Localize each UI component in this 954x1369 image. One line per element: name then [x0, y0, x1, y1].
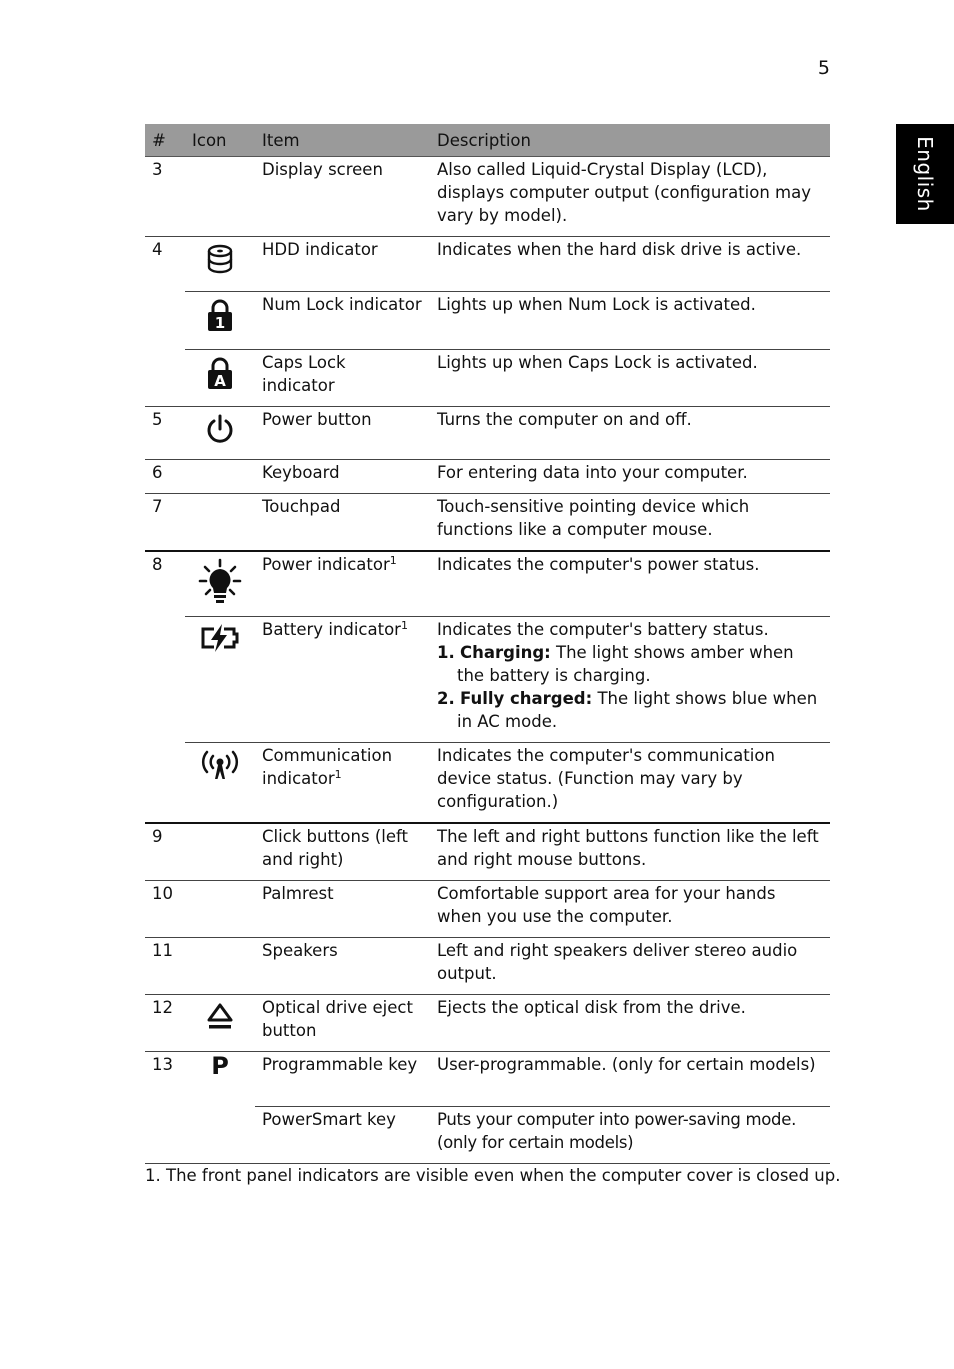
row-description: Left and right speakers deliver stereo audio output.: [430, 937, 830, 994]
row-icon-cell: [185, 350, 255, 407]
row-icon-cell: [185, 823, 255, 881]
row-description: Indicates when the hard disk drive is active.: [430, 237, 830, 292]
row-item: PowerSmart key: [255, 1106, 430, 1163]
table-row: [145, 494, 830, 552]
num-lock-icon: [205, 298, 235, 332]
row-description: Indicates the computer's power status.: [430, 551, 830, 616]
row-description: Puts your computer into power-saving mode. (only for certain models): [430, 1106, 830, 1163]
table-row: [145, 823, 830, 881]
row-icon-cell: [185, 742, 255, 823]
row-icon-cell: [185, 292, 255, 350]
p-key-icon: P: [211, 1051, 229, 1080]
state-label: Fully charged:: [460, 688, 593, 708]
row-description: Lights up when Caps Lock is activated.: [430, 350, 830, 407]
row-description: For entering data into your computer.: [430, 460, 830, 494]
footnote-ref: 1: [389, 554, 397, 567]
row-description: User-programmable. (only for certain models): [430, 1051, 830, 1106]
table-row: [145, 237, 830, 292]
row-number: 7: [145, 494, 185, 552]
row-number: 9: [145, 823, 185, 881]
row-icon-cell: [185, 460, 255, 494]
header-num: #: [145, 124, 185, 157]
state-number: 2.: [437, 688, 455, 708]
row-icon-cell: [185, 880, 255, 937]
footnote: 1. The front panel indicators are visible even when the computer cover is closed up.: [145, 1166, 841, 1185]
table-row: [145, 551, 830, 616]
row-icon-cell: [185, 616, 255, 742]
table-row: [145, 616, 830, 742]
header-description: Description: [430, 124, 830, 157]
row-number: 11: [145, 937, 185, 994]
row-item: [255, 616, 430, 742]
row-icon-cell: [185, 937, 255, 994]
header-item: Item: [255, 124, 430, 157]
page-number: 5: [817, 57, 830, 79]
row-item-text: Power indicator: [262, 555, 390, 574]
row-description: Comfortable support area for your hands when you use the computer.: [430, 880, 830, 937]
table-row: [145, 994, 830, 1051]
row-description: Touch-sensitive pointing device which functions like a computer mouse.: [430, 494, 830, 552]
svg-text:1: 1: [214, 314, 226, 332]
caps-lock-icon: [205, 356, 235, 390]
row-item: Speakers: [255, 937, 430, 994]
row-icon-cell: [185, 407, 255, 460]
table-row: [145, 407, 830, 460]
row-item: Keyboard: [255, 460, 430, 494]
row-number: 10: [145, 880, 185, 937]
row-number: 4: [145, 237, 185, 407]
row-item: Caps Lock indicator: [255, 350, 430, 407]
row-item: [255, 551, 430, 616]
battery-icon: [200, 623, 240, 653]
table-row: [145, 880, 830, 937]
row-item: Click buttons (left and right): [255, 823, 430, 881]
row-item: [255, 742, 430, 823]
row-item: Num Lock indicator: [255, 292, 430, 350]
battery-states-list: [437, 641, 823, 733]
row-icon-cell: [185, 994, 255, 1051]
list-item: [437, 641, 823, 687]
header-icon: Icon: [185, 124, 255, 157]
state-text: The light shows blue when in AC mode.: [457, 688, 818, 731]
table-row: [145, 292, 830, 350]
row-number: 13: [145, 1051, 185, 1163]
row-number: 12: [145, 994, 185, 1051]
row-description: Indicates the computer's communication device status. (Function may vary by configuration.): [430, 742, 830, 823]
table-row: [145, 157, 830, 237]
row-item-text: Communication indicator: [262, 745, 393, 788]
row-item: Optical drive eject button: [255, 994, 430, 1051]
state-number: 1.: [437, 642, 455, 662]
row-number: 3: [145, 157, 185, 237]
communication-icon: [200, 749, 240, 781]
table-header-row: [145, 124, 830, 157]
row-item: Programmable key: [255, 1051, 430, 1106]
row-description: Ejects the optical disk from the drive.: [430, 994, 830, 1051]
language-side-tab: [896, 124, 954, 224]
row-number: 5: [145, 407, 185, 460]
row-description: The left and right buttons function like the left and right mouse buttons.: [430, 823, 830, 881]
row-icon-cell: [185, 494, 255, 552]
row-item: Palmrest: [255, 880, 430, 937]
side-tab-label: English: [913, 136, 937, 212]
footnote-ref: 1: [334, 767, 342, 781]
row-item-text: Battery indicator: [262, 619, 401, 639]
row-number: 6: [145, 460, 185, 494]
row-description: Also called Liquid-Crystal Display (LCD), displays computer output (configuration may vary by model).: [430, 157, 830, 237]
hdd-icon: [205, 243, 235, 275]
table-row: [145, 350, 830, 407]
row-item: Touchpad: [255, 494, 430, 552]
svg-text:A: A: [214, 372, 226, 390]
table-row: [145, 1051, 830, 1106]
row-description: Lights up when Num Lock is activated.: [430, 292, 830, 350]
power-indicator-icon: [198, 558, 242, 606]
eject-icon: [205, 1001, 235, 1033]
row-icon-cell: [185, 237, 255, 292]
row-number: 8: [145, 551, 185, 823]
state-label: Charging:: [460, 642, 551, 662]
row-description: Turns the computer on and off.: [430, 407, 830, 460]
components-table: [145, 124, 830, 1164]
footnote-ref: 1: [400, 618, 408, 632]
table-row: [145, 937, 830, 994]
battery-description: Indicates the computer's battery status.: [437, 619, 769, 639]
list-item: [437, 687, 823, 733]
row-description: [430, 616, 830, 742]
row-icon-cell: [185, 551, 255, 616]
row-icon-cell: [185, 1051, 255, 1163]
row-item: Display screen: [255, 157, 430, 237]
row-icon-cell: [185, 157, 255, 237]
row-item: Power button: [255, 407, 430, 460]
table-row: [145, 460, 830, 494]
table-row: [145, 742, 830, 823]
row-item: HDD indicator: [255, 237, 430, 292]
power-icon: [205, 413, 235, 445]
state-text: The light shows amber when the battery is charging.: [457, 642, 794, 685]
